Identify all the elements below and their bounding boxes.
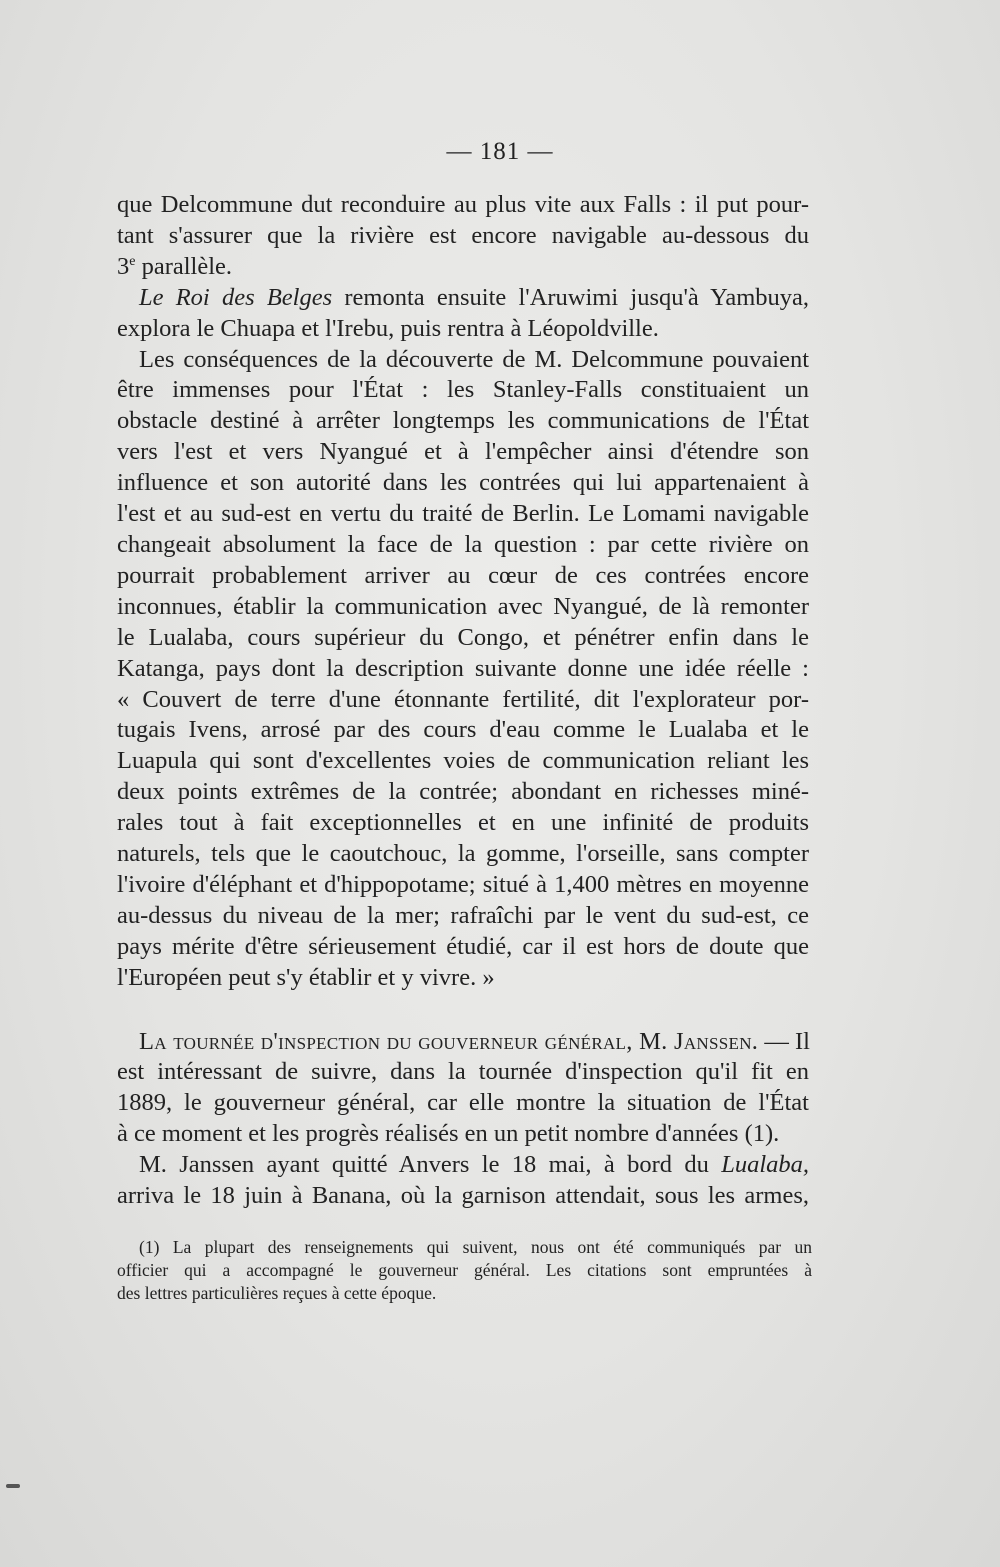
text-line: l'Européen peut s'y établir et y vivre. » [117,963,495,991]
section-heading: La tournée d'inspection du gouverneur général, M. Janssen. [139,1027,759,1055]
text-line [117,1150,809,1181]
text-line: inconnues, établir la communication avec Nyangué, de là remonter [117,592,809,620]
footnote-line: des lettres particulières reçues à cette époque. [117,1283,437,1303]
ink-speck [6,1484,20,1488]
footnote-line: officier qui a accompagné le gouverneur général. Les citations sont empruntées à [117,1260,812,1280]
text-line: l'ivoire d'éléphant et d'hippopotame; situé à 1,400 mètres en moyenne [117,870,809,898]
ship-name: Le Roi des Belges [139,283,333,311]
text-line: 1889, le gouverneur général, car elle montre la situation de l'État [117,1089,809,1117]
text-line: l'est et au sud-est en vertu du traité de Berlin. Le Lomami navigable [117,500,809,528]
text-line: pourrait probablement arriver au cœur de ces contrées encore [117,561,809,589]
text-line: arriva le 18 juin à Banana, où la garnison attendait, sous les armes, [117,1182,809,1210]
text-line [117,283,809,314]
ordinal-number: 3 [117,252,130,280]
text-line: changeait absolument la face de la question : par cette rivière on [117,530,809,558]
text-line: pays mérite d'être sérieusement étudié, car il est hors de doute que [117,932,809,960]
section-heading-line [117,1027,809,1058]
text-line: Luapula qui sont d'excellentes voies de communication reliant les [117,747,809,775]
text-line: est intéressant de suivre, dans la tournée d'inspection qu'il fit en [117,1058,809,1086]
text-line: explora le Chuapa et l'Irebu, puis rentra à Léopoldville. [117,314,659,342]
text-line: influence et son autorité dans les contrées qui lui appartenaient à [117,469,809,497]
text-line: vers l'est et vers Nyangué et à l'empêcher ainsi d'étendre son [117,438,809,466]
text-line [117,252,809,283]
text-line: être immenses pour l'État : les Stanley-Falls constituaient un [117,376,809,404]
text-line: Katanga, pays dont la description suivante donne une idée réelle : [117,654,809,682]
text-line: au-dessus du niveau de la mer; rafraîchi par le vent du sud-est, ce [117,901,809,929]
page-number: — 181 — [446,138,554,165]
text-line: « Couvert de terre d'une étonnante fertilité, dit l'explorateur por- [117,685,809,713]
text-fragment: — Il [764,1027,810,1055]
text-line: naturels, tels que le caoutchouc, la gomme, l'orseille, sans compter [117,840,809,868]
text-fragment: parallèle. [141,252,233,280]
footnote-block [117,1236,812,1305]
text-line: à ce moment et les progrès réalisés en un petit nombre d'années (1). [117,1120,780,1148]
text-line: obstacle destiné à arrêter longtemps les communications de l'État [117,407,809,435]
ordinal-superscript: e [129,253,136,269]
text-line: le Lualaba, cours supérieur du Congo, et pénétrer enfin dans le [117,623,809,651]
text-line: que Delcommune dut reconduire au plus vite aux Falls : il put pour- [117,191,809,218]
text-line: Les conséquences de la découverte de M. Delcommune pouvaient [139,345,809,373]
ship-name: Lualaba, [721,1151,809,1179]
text-line: rales tout à fait exceptionnelles et en une infinité de produits [117,809,809,837]
text-line: deux points extrêmes de la contrée; abondant en richesses miné- [117,778,809,806]
text-fragment: M. Janssen ayant quitté Anvers le 18 mai, à bord du [139,1151,709,1179]
text-fragment: remonta ensuite l'Aruwimi jusqu'à Yambuya, [344,283,809,311]
body-text [117,190,809,1212]
section-spacer [117,994,809,1027]
footnote-line: (1) La plupart des renseignements qui suivent, nous ont été communiqués par un [139,1237,812,1257]
text-line: tugais Ivens, arrosé par des cours d'eau comme le Lualaba et le [117,716,809,744]
text-line: tant s'assurer que la rivière est encore navigable au-dessous du [117,221,809,249]
